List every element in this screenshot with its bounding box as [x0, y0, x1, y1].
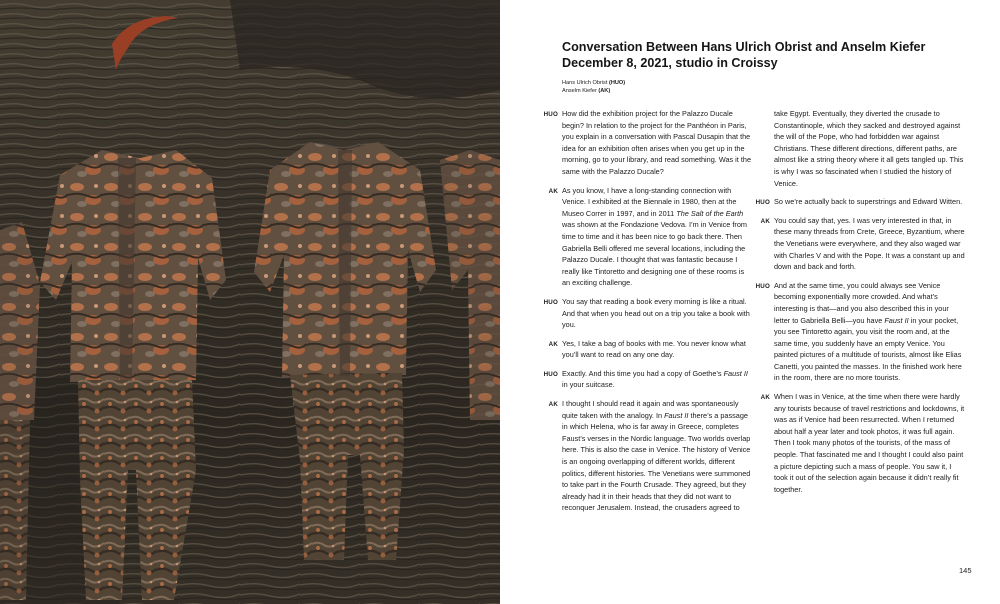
- dialogue-text: [562, 398, 753, 514]
- speaker-tag: HUO: [543, 370, 558, 378]
- article-title: [562, 40, 982, 71]
- text-run: You could say that, yes. I was very interested in that, in these many threads from Crete, Greece, Byzantium, where the Venetians were everywhere, and they also waged war with Charles V and with the Pope. It was a constant up and down and back and forth.: [774, 215, 965, 272]
- dialogue-text: [562, 185, 753, 289]
- dialogue-text: [562, 368, 753, 391]
- dialogue-text: [774, 391, 965, 495]
- speaker-tag: AK: [548, 401, 558, 409]
- left-text-column: [533, 108, 753, 521]
- text-run: there’s a passage in which Helena, who is far away in Greece, completes Faust’s verses in the Nordic language. Two worlds overlap here. This is also the case in Venice. The history of Venice is an ongoing overlapping of different worlds, different politics, different histories. The Venetians were summoned to take part in the Fourth Crusade. They agreed, but they already had it in their heads that they did not want to reconquer Jerusalem. Instead, the crusaders agreed to: [562, 410, 751, 513]
- speaker-code: (AK): [598, 88, 611, 94]
- speaker-tag: HUO: [543, 111, 558, 118]
- italic-title: Faust II: [664, 410, 689, 420]
- dialogue-text: [562, 108, 753, 178]
- italic-title: The Salt of the Earth: [676, 208, 744, 218]
- speaker-tag: AK: [548, 340, 558, 348]
- dialogue-text: [774, 215, 965, 273]
- text-page: [500, 0, 1000, 604]
- text-run: When I was in Venice, at the time when there were hardly any tourists because of travel restrictions and lockdowns, it was as if Venice had been resurrected. When I returned about half a year later and took photos, it was full again. Then I took many photos of the tourists, of the mass of people. That fascinated me and I thought I could also paint a picture depicting such a mass of people. You saw it, I took it out of the selection again because it didn’t really fit together.: [774, 392, 965, 494]
- right-text-column: [745, 108, 965, 502]
- speaker-name: Hans Ulrich Obrist: [562, 80, 608, 86]
- dialogue-entry: [533, 108, 753, 178]
- text-run: So we’re actually back to superstrings and Edward Witten.: [774, 197, 963, 207]
- dialogue-entry: [745, 391, 965, 495]
- text-run: Exactly. And this time you had a copy of Goethe’s: [562, 368, 724, 378]
- dialogue-text: [774, 280, 965, 384]
- speaker-tag: AK: [760, 394, 770, 402]
- speaker-tag: HUO: [755, 199, 770, 207]
- text-run: And at the same time, you could always see Venice becoming exponentially more crowded. And what’s interesting is that—and you also described this in your letter to Gabriella Belli—you have: [774, 280, 949, 325]
- page-number: 145: [959, 566, 972, 575]
- italic-title: Faust II: [723, 368, 748, 378]
- text-run: in your pocket, you see Tintoretto again, you visit the room and, at the same time, you suddenly have an empty Venice. You painted pictures of a multitude of tourists, almost like Elias Canetti, you painted the masses. In the finished work here in the room, there are no more tourists.: [774, 315, 962, 383]
- dialogue-entry: [533, 398, 753, 514]
- text-run: take Egypt. Eventually, they diverted the crusade to Constantinople, which they sacked and destroyed against the will of the Pope, who had forbidden war against Christians. These different directions, different paths, are almost like a string theory where it all gets tangled up. This is why I was so fascinated when I studied the history of Venice.: [774, 109, 964, 188]
- dialogue-entry: [745, 280, 965, 384]
- text-run: Yes, I take a bag of books with me. You never know what you’ll want to read on any one day.: [562, 338, 746, 360]
- speaker-tag: AK: [548, 187, 558, 195]
- speaker-key-ak: [562, 87, 625, 95]
- text-run: How did the exhibition project for the Palazzo Ducale begin? In relation to the project for the Panthéon in Paris, you explain in a conversation with Pascal Dusapin that the idea for an exhibition often arises when you get up in the morning, go to your library, and read something. Was it the same with the Palazzo Ducale?: [562, 109, 751, 176]
- speaker-key-huo: [562, 79, 625, 87]
- text-run: was shown at the Fondazione Vedova. I’m in Venice from time to time and it has been nice to go back there. Then Gabriella Belli offered me several locations, including the Palazzo Ducale. I thought that was fantastic because I really like Tintoretto and designing one of these rooms is an exciting challenge.: [562, 220, 747, 288]
- dialogue-entry: [533, 185, 753, 289]
- dialogue-text: [774, 196, 965, 208]
- text-run: I thought I should read it again and was spontaneously quite taken with the analogy. In: [562, 399, 739, 420]
- speaker-name: Anselm Kiefer: [562, 88, 597, 94]
- speaker-tag: HUO: [755, 282, 770, 290]
- dialogue-entry: [533, 368, 753, 391]
- dialogue-entry: [533, 338, 753, 361]
- dialogue-text: [562, 296, 753, 331]
- speaker-key: [562, 79, 625, 95]
- speaker-tag: HUO: [543, 298, 558, 306]
- dialogue-entry: [745, 196, 965, 208]
- text-run: As you know, I have a long-standing connection with Venice. I exhibited at the Biennale in 1980, then at the Museo Correr in 1997, and in 2011: [562, 185, 737, 218]
- dialogue-entry: [533, 296, 753, 331]
- title-line-2: December 8, 2021, studio in Croissy: [562, 55, 778, 70]
- dialogue-entry: [745, 215, 965, 273]
- speaker-tag: AK: [760, 217, 770, 225]
- text-run: in your suitcase.: [562, 380, 615, 390]
- title-line-1: Conversation Between Hans Ulrich Obrist and Anselm Kiefer: [562, 40, 926, 54]
- dialogue-text: [562, 338, 753, 361]
- dialogue-entry: [745, 108, 965, 189]
- text-run: You say that reading a book every morning is like a ritual. And that when you head out on a trip you take a book with you.: [562, 296, 750, 330]
- speaker-code: (HUO): [608, 80, 626, 86]
- dialogue-text: [774, 108, 965, 189]
- italic-title: Faust II: [884, 315, 909, 325]
